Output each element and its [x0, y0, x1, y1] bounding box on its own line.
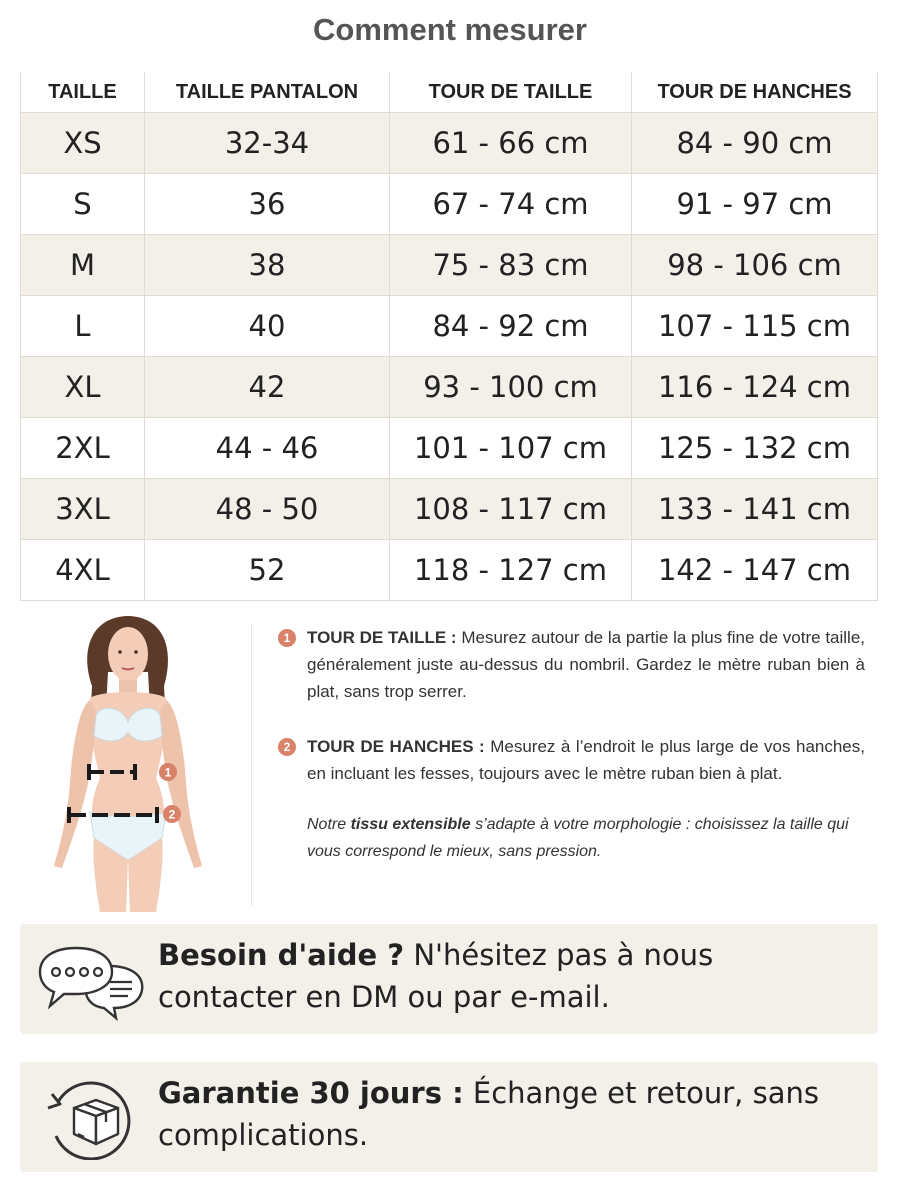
instruction-label: TOUR DE TAILLE : — [307, 628, 457, 647]
face-shape — [108, 627, 148, 681]
help-heading: Besoin d'aide ? — [158, 938, 405, 972]
body-measurement-illustration — [30, 612, 230, 912]
waist-cell: 84 - 92 cm — [390, 296, 632, 357]
guarantee-box — [20, 1062, 878, 1172]
package-return-icon — [34, 1076, 150, 1160]
vertical-divider — [251, 624, 252, 906]
instruction-text: Mesurez à l’endroit le plus large de vos hanches, en incluant les fesses, toujours avec le mètre ruban bien à plat. — [307, 737, 865, 783]
waist-cell: 61 - 66 cm — [390, 113, 632, 174]
size-cell: M — [21, 235, 145, 296]
hips-cell: 125 - 132 cm — [632, 418, 878, 479]
pant-size-cell: 42 — [145, 357, 390, 418]
help-body: N'hésitez pas à nous contacter en DM ou par e-mail. — [158, 938, 714, 1014]
table-row — [21, 113, 878, 174]
hips-cell: 142 - 147 cm — [632, 540, 878, 601]
hips-cell: 107 - 115 cm — [632, 296, 878, 357]
waist-cell: 101 - 107 cm — [390, 418, 632, 479]
pant-size-cell: 48 - 50 — [145, 479, 390, 540]
size-cell: 4XL — [21, 540, 145, 601]
size-cell: 3XL — [21, 479, 145, 540]
pant-size-cell: 44 - 46 — [145, 418, 390, 479]
guarantee-text — [158, 1072, 858, 1156]
svg-text:1: 1 — [164, 765, 172, 780]
instruction-text: Mesurez autour de la partie la plus fine de votre taille, généralement juste au-dessus du nombril. Gardez le mètre ruban bien à plat, sans trop serrer. — [307, 628, 866, 701]
pant-size-cell: 32-34 — [145, 113, 390, 174]
hips-cell: 84 - 90 cm — [632, 113, 878, 174]
guarantee-body: Échange et retour, sans complications. — [158, 1076, 819, 1152]
header-hips: TOUR DE HANCHES — [632, 72, 878, 113]
header-waist: TOUR DE TAILLE — [390, 72, 632, 113]
hips-cell: 98 - 106 cm — [632, 235, 878, 296]
fabric-note: Notre tissu extensible s’adapte à votre morphologie : choisissez la taille qui vous correspond le mieux, sans pression. — [307, 816, 849, 860]
size-chart-table — [20, 72, 878, 601]
fabric-emphasis: tissu extensible — [350, 816, 471, 833]
table-header-row — [21, 72, 878, 113]
header-pant-size: TAILLE PANTALON — [145, 72, 390, 113]
pant-size-cell: 36 — [145, 174, 390, 235]
waist-cell: 108 - 117 cm — [390, 479, 632, 540]
pant-size-cell: 52 — [145, 540, 390, 601]
size-cell: XL — [21, 357, 145, 418]
size-cell: S — [21, 174, 145, 235]
table-row — [21, 296, 878, 357]
waist-cell: 75 - 83 cm — [390, 235, 632, 296]
table-row — [21, 418, 878, 479]
svg-text:2: 2 — [168, 807, 176, 822]
hips-cell: 91 - 97 cm — [632, 174, 878, 235]
instruction-waist — [278, 624, 865, 705]
size-cell: L — [21, 296, 145, 357]
table-row — [21, 235, 878, 296]
marker-1-badge — [159, 763, 177, 781]
right-arm-shape — [160, 700, 202, 868]
pant-size-cell: 38 — [145, 235, 390, 296]
left-arm-shape — [54, 700, 96, 868]
waist-cell: 118 - 127 cm — [390, 540, 632, 601]
table-row — [21, 479, 878, 540]
guarantee-heading: Garantie 30 jours : — [158, 1076, 464, 1110]
instruction-hips — [278, 733, 865, 787]
pant-size-cell: 40 — [145, 296, 390, 357]
hips-cell: 116 - 124 cm — [632, 357, 878, 418]
page-title: Comment mesurer — [313, 12, 587, 47]
waist-cell: 67 - 74 cm — [390, 174, 632, 235]
measurement-instructions — [278, 624, 865, 881]
instruction-label: TOUR DE HANCHES : — [307, 737, 485, 756]
hips-cell: 133 - 141 cm — [632, 479, 878, 540]
number-badge: 2 — [278, 738, 296, 756]
table-row — [21, 174, 878, 235]
waist-cell: 93 - 100 cm — [390, 357, 632, 418]
help-box — [20, 924, 878, 1034]
marker-2-badge — [163, 805, 181, 823]
size-cell: XS — [21, 113, 145, 174]
header-size: TAILLE — [21, 72, 145, 113]
table-row — [21, 357, 878, 418]
chat-bubbles-icon — [34, 938, 150, 1022]
help-text — [158, 934, 858, 1018]
table-row — [21, 540, 878, 601]
size-cell: 2XL — [21, 418, 145, 479]
number-badge: 1 — [278, 629, 296, 647]
